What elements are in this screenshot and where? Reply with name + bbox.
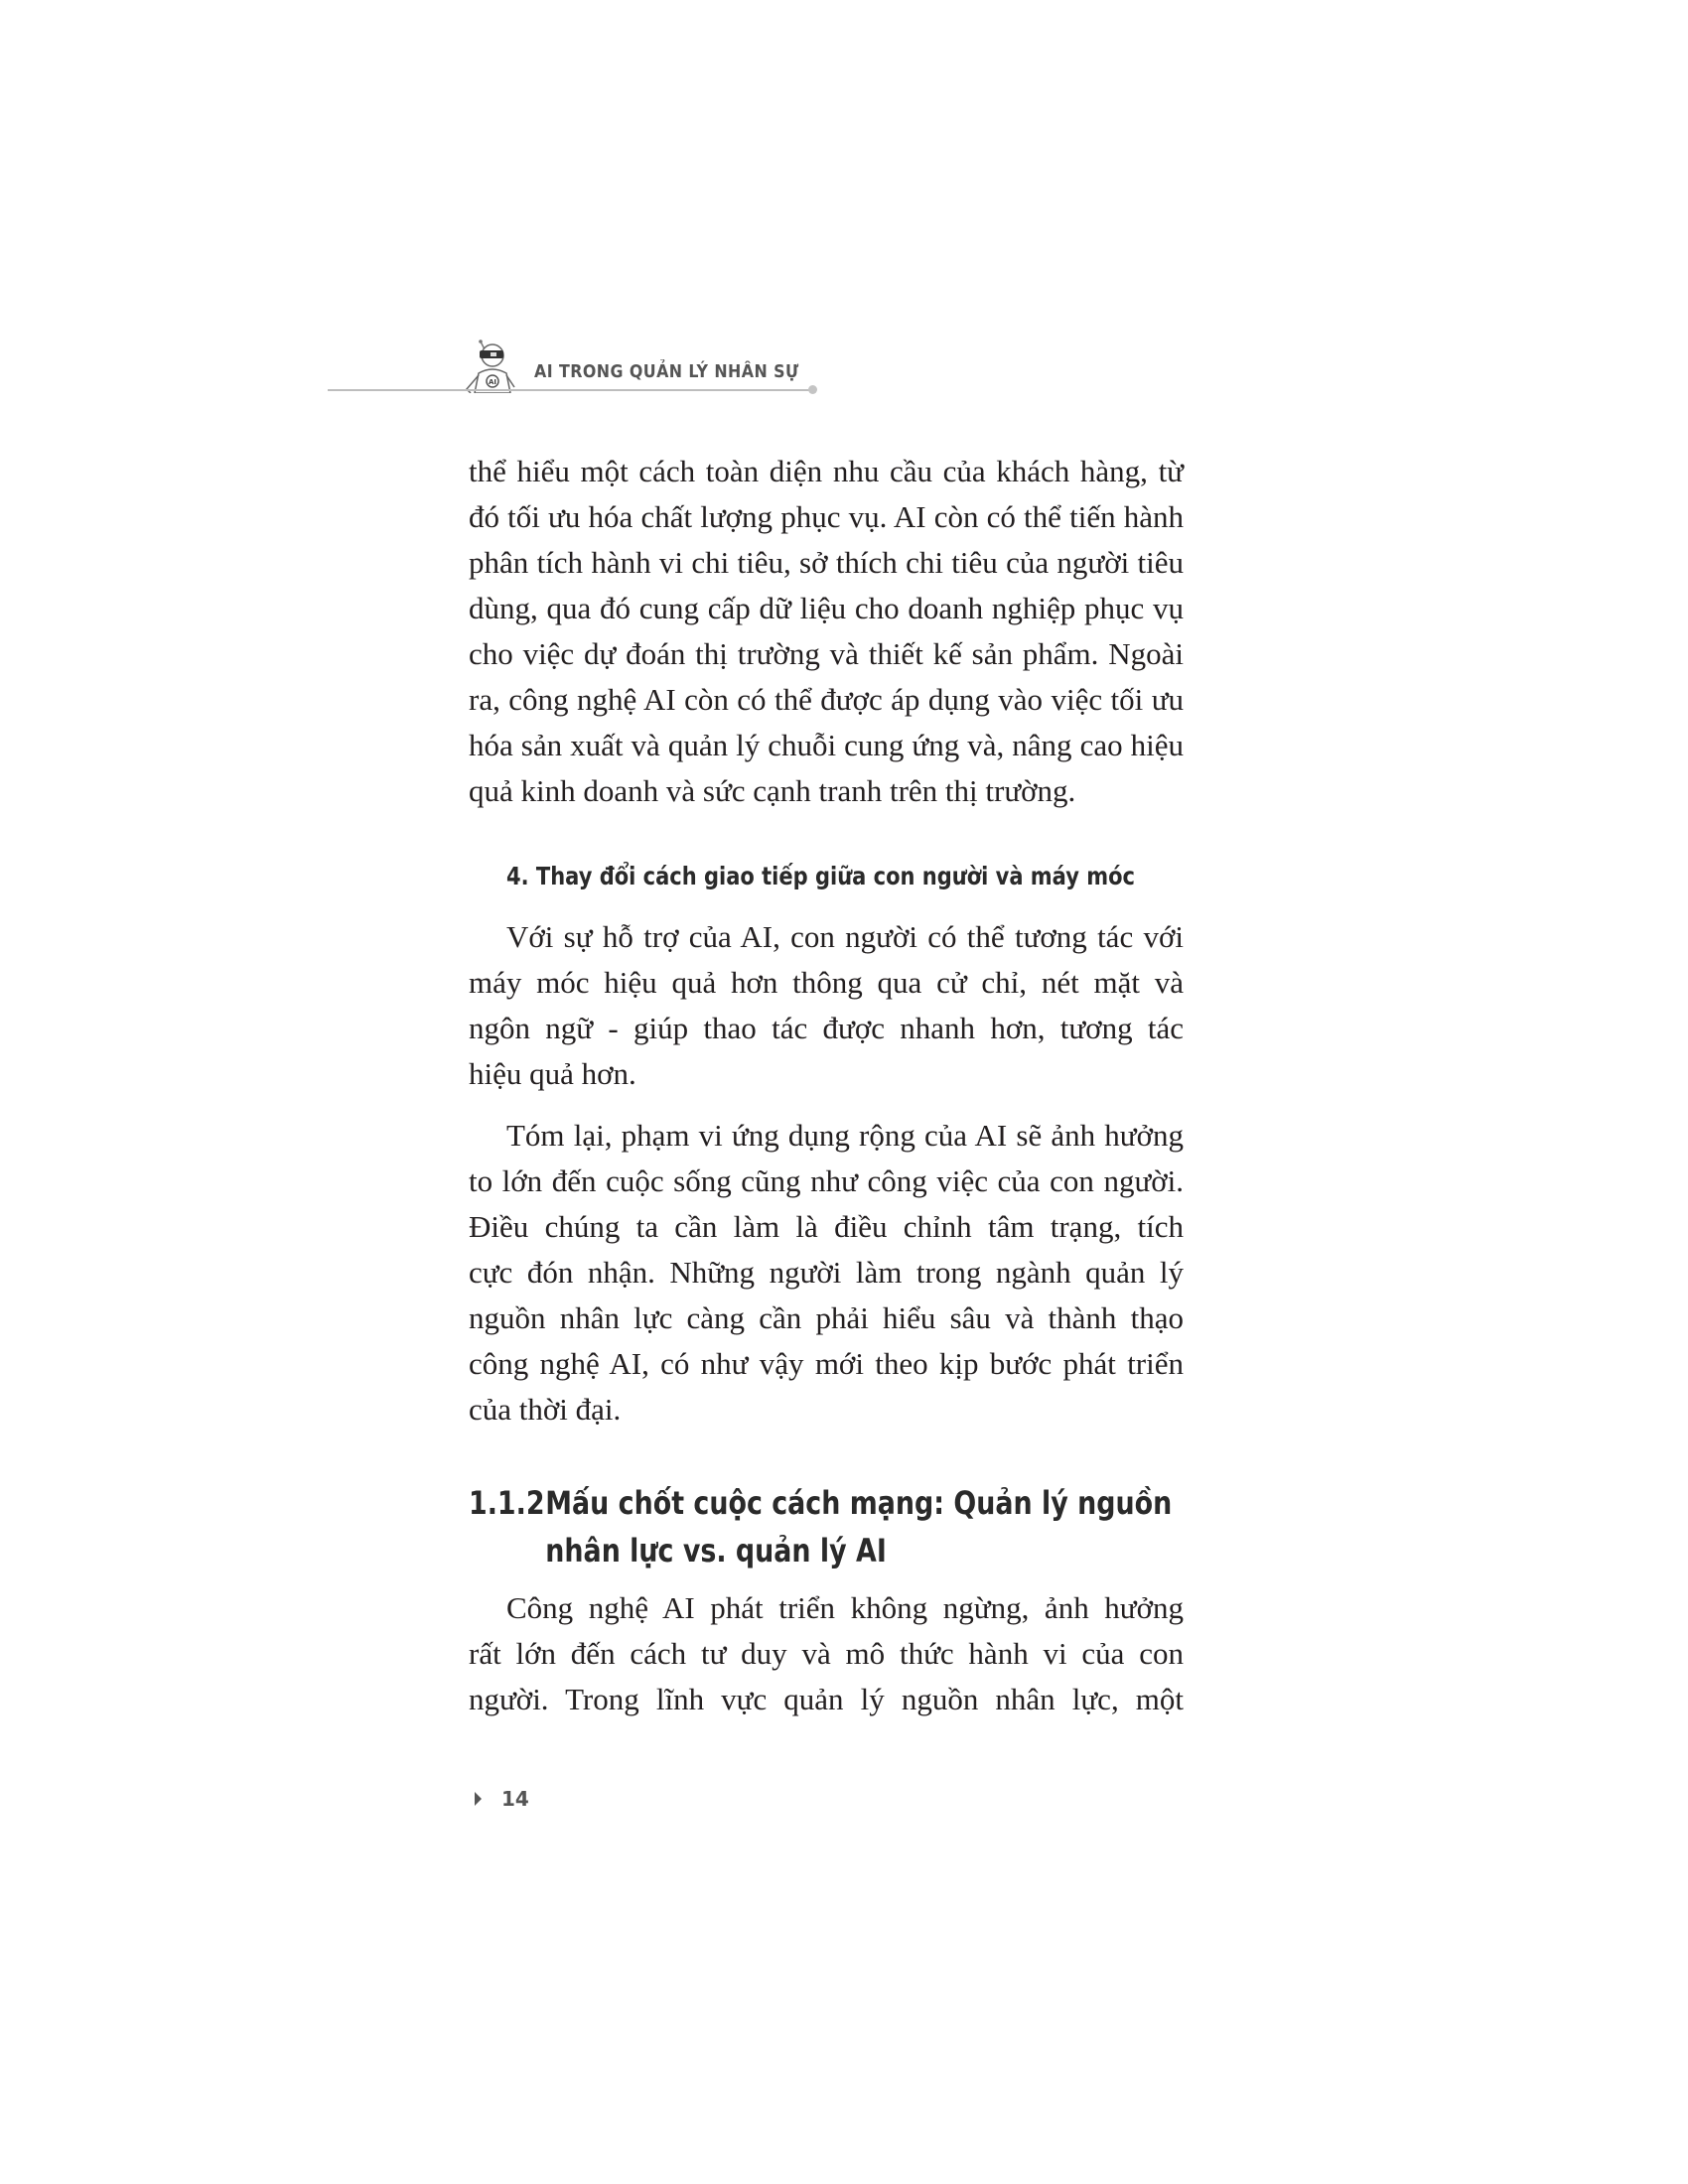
text-line: phân tích hành vi chi tiêu, sở thích chi tiêu của người tiêu <box>469 545 1184 580</box>
text-line: cho việc dự đoán thị trường và thiết kế sản phẩm. Ngoài <box>469 636 1184 671</box>
text-line: to lớn đến cuộc sống cũng như công việc của con người. <box>469 1163 1184 1198</box>
text-line: Công nghệ AI phát triển không ngừng, ảnh hưởng <box>506 1590 1184 1625</box>
section-number: 1.1.2 <box>469 1484 545 1522</box>
text-line: Tóm lại, phạm vi ứng dụng rộng của AI sẽ ảnh hưởng <box>506 1118 1184 1153</box>
running-title: AI TRONG QUẢN LÝ NHÂN SỰ <box>534 361 799 382</box>
text-line: hiệu quả hơn. <box>469 1056 636 1091</box>
text-line: Với sự hỗ trợ của AI, con người có thể tương tác với <box>506 919 1184 954</box>
header-divider <box>328 389 812 391</box>
divider-dot <box>808 385 817 394</box>
triangle-right-icon <box>475 1792 482 1806</box>
paragraph-1 <box>469 449 1184 814</box>
paragraph-4 <box>469 1585 1184 1722</box>
svg-text:AI: AI <box>488 378 497 386</box>
text-line: Điều chúng ta cần làm là điều chỉnh tâm trạng, tích <box>469 1209 1184 1244</box>
text-line: rất lớn đến cách tư duy và mô thức hành vi của con <box>469 1636 1184 1671</box>
section-title-line-2: nhân lực vs. quản lý AI <box>545 1532 887 1570</box>
page-footer <box>475 1787 529 1811</box>
text-line: cực đón nhận. Những người làm trong ngành quản lý <box>469 1255 1184 1290</box>
paragraph-3 <box>469 1113 1184 1433</box>
robot-icon <box>461 338 520 393</box>
text-line: công nghệ AI, có như vậy mới theo kịp bước phát triển <box>469 1346 1184 1381</box>
paragraph-2 <box>469 914 1184 1097</box>
text-line: dùng, qua đó cung cấp dữ liệu cho doanh nghiệp phục vụ <box>469 591 1184 625</box>
section-heading <box>469 1479 1172 1574</box>
text-line: đó tối ưu hóa chất lượng phục vụ. AI còn có thể tiến hành <box>469 499 1184 534</box>
text-line: của thời đại. <box>469 1392 622 1427</box>
text-line: ngôn ngữ - giúp thao tác được nhanh hơn, tương tác <box>469 1011 1184 1045</box>
text-line: máy móc hiệu quả hơn thông qua cử chỉ, nét mặt và <box>469 965 1184 1000</box>
text-line: người. Trong lĩnh vực quản lý nguồn nhân lực, một <box>469 1682 1184 1716</box>
section-title-line-1: Mấu chốt cuộc cách mạng: Quản lý nguồn <box>545 1484 1173 1522</box>
text-line: hóa sản xuất và quản lý chuỗi cung ứng và, nâng cao hiệu <box>469 728 1184 762</box>
running-header <box>328 338 814 397</box>
subheading-4: 4. Thay đổi cách giao tiếp giữa con người và máy móc <box>506 862 1135 890</box>
text-line: ra, công nghệ AI còn có thể được áp dụng vào việc tối ưu <box>469 682 1184 717</box>
text-line: quả kinh doanh và sức cạnh tranh trên thị trường. <box>469 773 1076 808</box>
page-number: 14 <box>501 1787 529 1811</box>
text-line: nguồn nhân lực càng cần phải hiểu sâu và thành thạo <box>469 1300 1184 1335</box>
text-line: thể hiểu một cách toàn diện nhu cầu của khách hàng, từ <box>469 454 1184 488</box>
